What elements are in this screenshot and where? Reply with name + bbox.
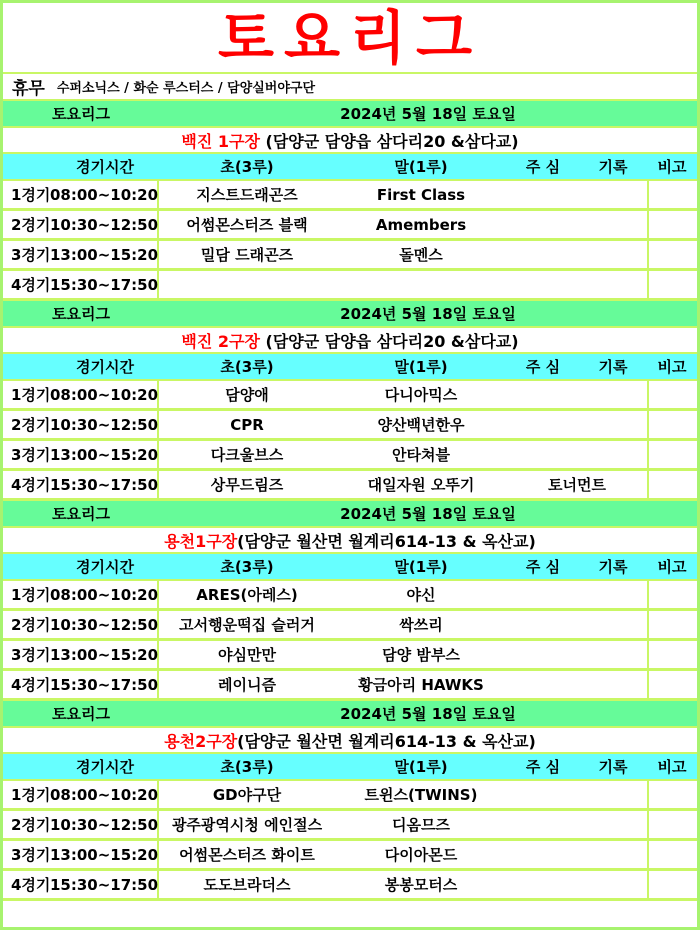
col-bottom-team: 말(1루) [394, 158, 448, 176]
top-team: 고서행운떡집 슬러거 [179, 616, 315, 634]
note-cell [647, 211, 697, 238]
top-team: 상무드림즈 [210, 476, 284, 494]
game-no: 1경기 [11, 186, 51, 204]
top-team: 지스트드래곤즈 [196, 186, 298, 204]
page-title: 토요리그 [217, 3, 483, 72]
game-time: 15:30~17:50 [51, 471, 159, 498]
game-no: 4경기 [11, 276, 51, 294]
league-label: 토요리그 [52, 105, 110, 123]
bottom-team: Amembers [375, 215, 467, 234]
game-time: 13:00~15:20 [51, 641, 159, 668]
col-bottom-team: 말(1루) [394, 558, 448, 576]
col-note: 비고 [657, 558, 687, 576]
table-row [3, 381, 697, 411]
col-note: 비고 [657, 158, 687, 176]
note-cell [647, 841, 697, 868]
top-team: 어썸몬스터즈 화이트 [179, 846, 315, 864]
table-row [3, 441, 697, 471]
venue-name: 백진 1구장 [181, 131, 260, 151]
section-2-venue [3, 328, 697, 354]
col-time: 경기시간 [76, 558, 134, 576]
venue-address: (담양군 월산면 월계리614-13 & 옥산교) [237, 731, 536, 751]
section-1-column-headers [3, 154, 697, 181]
game-time: 08:00~10:20 [51, 181, 159, 208]
table-row [3, 211, 697, 241]
col-time: 경기시간 [76, 758, 134, 776]
note-cell [647, 471, 697, 498]
section-4-venue [3, 728, 697, 754]
table-row [3, 841, 697, 871]
col-bottom-team: 말(1루) [394, 758, 448, 776]
table-row [3, 781, 697, 811]
section-4-league-date-band [3, 701, 697, 728]
top-team: 광주광역시청 에인절스 [171, 816, 323, 834]
note-cell [647, 181, 697, 208]
col-umpire: 주 심 [525, 158, 561, 176]
bottom-team: First Class [376, 185, 466, 204]
venue-address: (담양군 월산면 월계리614-13 & 옥산교) [237, 531, 536, 551]
rest-label: 휴무 [12, 79, 45, 99]
game-no: 1경기 [11, 386, 51, 404]
col-top-team: 초(3루) [220, 558, 274, 576]
top-team: 밀담 드래곤즈 [200, 246, 294, 264]
section-1-venue [3, 128, 697, 154]
bottom-team: 황금아리 HAWKS [358, 676, 484, 694]
game-time: 08:00~10:20 [51, 581, 159, 608]
game-no: 1경기 [11, 786, 51, 804]
league-label: 토요리그 [52, 305, 110, 323]
note-cell [647, 781, 697, 808]
col-umpire: 주 심 [525, 758, 561, 776]
top-team: 다크울브스 [210, 446, 284, 464]
top-team: ARES(아레스) [196, 586, 298, 604]
section-3-league-date-band [3, 501, 697, 528]
top-team: 레이니즘 [218, 676, 276, 694]
game-time: 10:30~12:50 [51, 411, 159, 438]
note-cell [647, 241, 697, 268]
col-record: 기록 [598, 158, 628, 176]
bottom-team: 담양 밤부스 [382, 646, 460, 664]
table-row [3, 611, 697, 641]
note-cell [647, 441, 697, 468]
game-no: 3경기 [11, 246, 51, 264]
section-3-venue [3, 528, 697, 554]
note-cell [647, 641, 697, 668]
section-2-league-date-band [3, 301, 697, 328]
game-time: 13:00~15:20 [51, 441, 159, 468]
note-cell [647, 671, 697, 698]
game-time: 13:00~15:20 [51, 841, 159, 868]
game-no: 4경기 [11, 876, 51, 894]
league-label: 토요리그 [52, 505, 110, 523]
game-no: 2경기 [11, 416, 51, 434]
date-label: 2024년 5월 18일 토요일 [340, 505, 516, 523]
table-row [3, 581, 697, 611]
table-row [3, 671, 697, 701]
game-no: 2경기 [11, 816, 51, 834]
table-row [3, 181, 697, 211]
bottom-team: 양산백년한우 [377, 416, 465, 434]
bottom-team: 돌멘스 [399, 246, 443, 264]
bottom-team: 봉봉모터스 [384, 876, 458, 894]
bottom-team: 다니아믹스 [384, 386, 458, 404]
col-note: 비고 [657, 758, 687, 776]
section-4-column-headers [3, 754, 697, 781]
bottom-team: 안타쳐블 [392, 446, 450, 464]
rest-teams: 수퍼소닉스 / 화순 루스터스 / 담양실버야구단 [56, 81, 316, 96]
game-time: 10:30~12:50 [51, 811, 159, 838]
game-time: 08:00~10:20 [51, 381, 159, 408]
section-2-column-headers [3, 354, 697, 381]
venue-address: (담양군 담양읍 삼다리20 &삼다교) [259, 131, 519, 151]
col-top-team: 초(3루) [220, 358, 274, 376]
table-row [3, 471, 697, 501]
note-cell [647, 611, 697, 638]
venue-name: 용천1구장 [164, 531, 238, 551]
bottom-team: 다이아몬드 [384, 846, 458, 864]
game-time: 15:30~17:50 [51, 671, 159, 698]
game-time: 10:30~12:50 [51, 611, 159, 638]
note-cell [647, 381, 697, 408]
top-team: 야심만만 [218, 646, 276, 664]
venue-name: 용천2구장 [164, 731, 238, 751]
note-cell [647, 811, 697, 838]
date-label: 2024년 5월 18일 토요일 [340, 105, 516, 123]
game-time: 13:00~15:20 [51, 241, 159, 268]
table-row [3, 241, 697, 271]
col-top-team: 초(3루) [220, 758, 274, 776]
top-team: 담양애 [225, 386, 269, 404]
game-no: 2경기 [11, 616, 51, 634]
col-umpire: 주 심 [525, 558, 561, 576]
table-row [3, 411, 697, 441]
note-cell [647, 411, 697, 438]
table-row [3, 871, 697, 901]
table-row [3, 641, 697, 671]
bottom-team: 싹쓰리 [399, 616, 443, 634]
note-cell [647, 871, 697, 898]
bottom-team: 트윈스(TWINS) [364, 786, 478, 804]
venue-name: 백진 2구장 [181, 331, 260, 351]
table-row [3, 271, 697, 301]
game-time: 15:30~17:50 [51, 271, 159, 298]
bottom-team: 야신 [406, 586, 436, 604]
rest-row [3, 74, 697, 101]
game-no: 4경기 [11, 676, 51, 694]
top-team: GD야구단 [212, 786, 282, 804]
table-row [3, 811, 697, 841]
col-record: 기록 [598, 558, 628, 576]
top-team: CPR [230, 415, 264, 434]
col-bottom-team: 말(1루) [394, 358, 448, 376]
title-row [3, 3, 697, 74]
game-no: 1경기 [11, 586, 51, 604]
col-time: 경기시간 [76, 358, 134, 376]
game-time: 10:30~12:50 [51, 211, 159, 238]
game-time: 15:30~17:50 [51, 871, 159, 898]
col-umpire: 주 심 [525, 358, 561, 376]
game-no: 3경기 [11, 446, 51, 464]
game-no: 4경기 [11, 476, 51, 494]
col-note: 비고 [657, 358, 687, 376]
game-no: 2경기 [11, 216, 51, 234]
section-3-column-headers [3, 554, 697, 581]
date-label: 2024년 5월 18일 토요일 [340, 305, 516, 323]
league-label: 토요리그 [52, 705, 110, 723]
note-cell [647, 581, 697, 608]
game-no: 3경기 [11, 646, 51, 664]
col-top-team: 초(3루) [220, 158, 274, 176]
col-record: 기록 [598, 358, 628, 376]
venue-address: (담양군 담양읍 삼다리20 &삼다교) [259, 331, 519, 351]
bottom-team: 대일자원 오뚜기 [367, 476, 475, 494]
top-team: 도도브라더스 [203, 876, 291, 894]
note-cell [647, 271, 697, 298]
umpire-record: 토너먼트 [548, 476, 606, 494]
game-time: 08:00~10:20 [51, 781, 159, 808]
section-1-league-date-band [3, 101, 697, 128]
date-label: 2024년 5월 18일 토요일 [340, 705, 516, 723]
col-time: 경기시간 [76, 158, 134, 176]
game-no: 3경기 [11, 846, 51, 864]
col-record: 기록 [598, 758, 628, 776]
top-team: 어썸몬스터즈 블랙 [186, 216, 308, 234]
bottom-team: 디옴므즈 [392, 816, 450, 834]
